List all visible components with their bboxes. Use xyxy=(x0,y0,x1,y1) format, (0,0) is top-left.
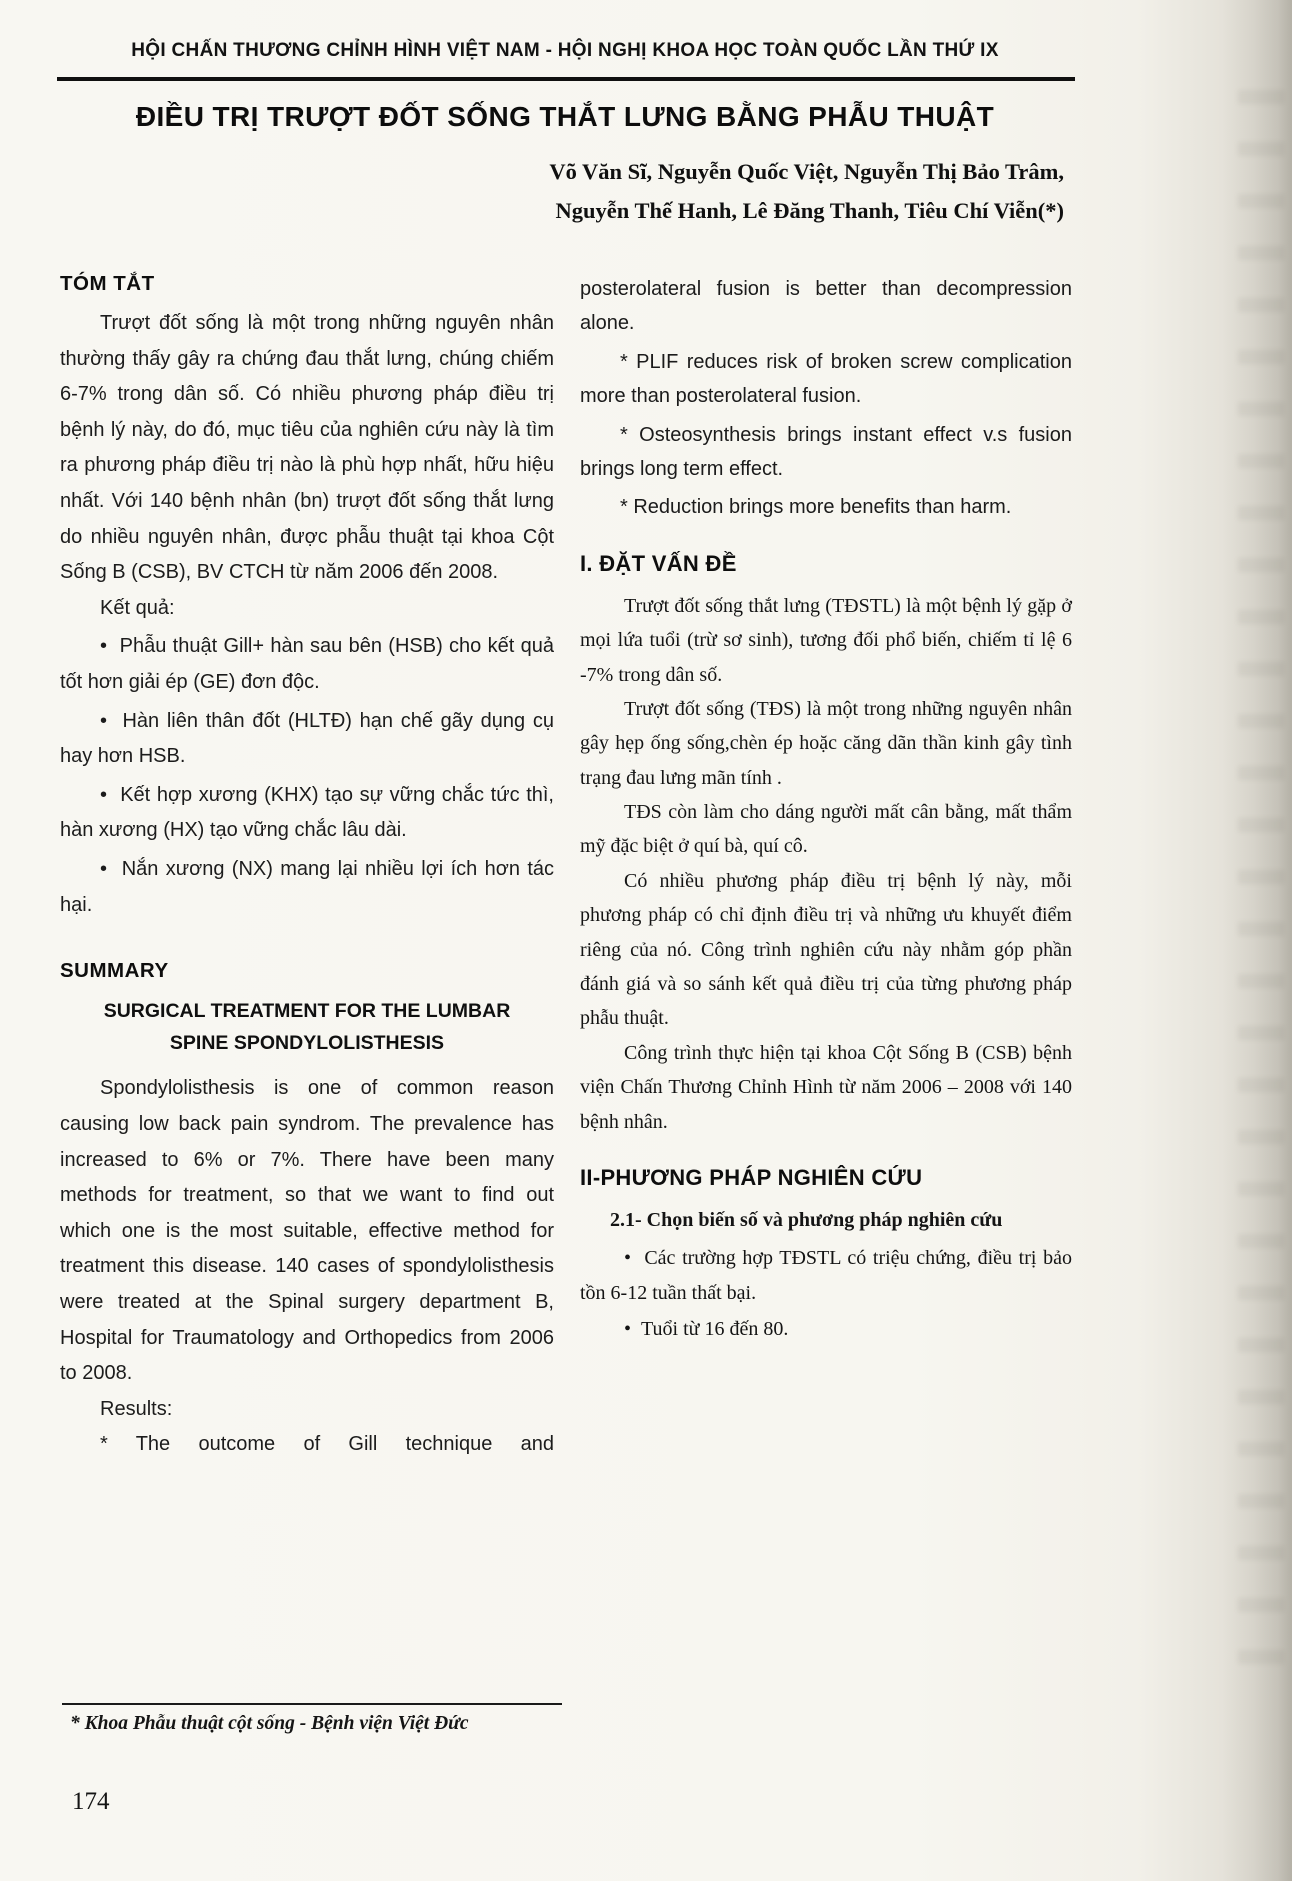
paper-title: ĐIỀU TRỊ TRƯỢT ĐỐT SỐNG THẮT LƯNG BẰNG PHẪU THUẬT xyxy=(135,101,995,132)
intro-paragraph: Trượt đốt sống (TĐS) là một trong những nguyên nhân gây hẹp ống sống,chèn ép hoặc căng dãn thần kinh gây tình trạng đau lưng mãn tính . xyxy=(580,697,1072,789)
abstract-heading: TÓM TẮT xyxy=(60,272,155,295)
right-column xyxy=(580,272,1072,1463)
left-column xyxy=(60,272,554,1463)
summary-subtitle xyxy=(60,995,554,1059)
authors-line-1: Võ Văn Sĩ, Nguyễn Quốc Việt, Nguyễn Thị Bảo Trâm, xyxy=(549,159,1064,184)
summary-heading: SUMMARY xyxy=(60,959,169,983)
abstract-bullet: • Kết hợp xương (KHX) tạo sự vững chắc tức thì, hàn xương (HX) tạo vững chắc lâu dài. xyxy=(60,778,554,849)
star-item: * PLIF reduces risk of broken screw complication more than posterolateral fusion. xyxy=(580,350,1072,408)
conference-header: HỘI CHẤN THƯƠNG CHỈNH HÌNH VIỆT NAM - HỘI NGHỊ KHOA HỌC TOÀN QUỐC LẦN THỨ IX xyxy=(131,40,999,61)
section-2-heading: II-PHƯƠNG PHÁP NGHIÊN CỨU xyxy=(580,1164,923,1190)
section-1-heading: I. ĐẶT VẤN ĐỀ xyxy=(580,550,737,576)
abstract-bullet: • Phẫu thuật Gill+ hàn sau bên (HSB) cho kết quả tốt hơn giải ép (GE) đơn độc. xyxy=(60,629,554,700)
summary-subtitle-line-2: SPINE SPONDYLOLISTHESIS xyxy=(169,1032,445,1055)
authors-line-2: Nguyễn Thế Hanh, Lê Đăng Thanh, Tiêu Chí Viễn(*) xyxy=(555,198,1064,224)
star-item: * Osteosynthesis brings instant effect v.s fusion brings long term effect. xyxy=(580,423,1072,480)
intro-paragraph: Có nhiều phương pháp điều trị bệnh lý này, mỗi phương pháp có chỉ định điều trị và những ưu khuyết điểm riêng của nó. Công trình nghiên cứu này nhằm góp phần đánh giá và so sánh kết quả điều trị của từng phương pháp phẫu thuật. xyxy=(580,869,1072,1030)
results-label-vn: Kết quả: xyxy=(100,596,175,619)
page-bleed-artifacts xyxy=(1238,90,1284,1690)
intro-paragraph: Trượt đốt sống thắt lưng (TĐSTL) là một bệnh lý gặp ở mọi lứa tuổi (trừ sơ sinh), tương đối phổ biến, chiếm tỉ lệ 6 -7% trong dân số. xyxy=(580,594,1072,686)
authors-block xyxy=(60,152,1070,231)
summary-subtitle-line-1: SURGICAL TREATMENT FOR THE LUMBAR xyxy=(103,1000,511,1023)
abstract-bullet: • Nắn xương (NX) mang lại nhiều lợi ích hơn tác hại. xyxy=(60,852,554,923)
scan-shadow xyxy=(1222,0,1292,1881)
intro-paragraph: Công trình thực hiện tại khoa Cột Sống B (CSB) bệnh viện Chấn Thương Chỉnh Hình từ năm 2006 – 2008 với 140 bệnh nhân. xyxy=(580,1041,1072,1133)
summary-paragraph: Spondylolisthesis is one of common reason causing low back pain syndrom. The prevalence has increased to 6% or 7%. There have been many methods for treatment, so that we want to find out which one is the most suitable, effective method for treatment this disease. 140 cases of spondylolisthesis were treated at the Spinal surgery department B, Hospital for Traumatology and Orthopedics from 2006 to 2008. xyxy=(60,1077,554,1385)
star-item: * Reduction brings more benefits than harm. xyxy=(620,496,1012,519)
footnote: * Khoa Phẫu thuật cột sống - Bệnh viện Việt Đức xyxy=(70,1713,469,1734)
abstract-bullet: • Hàn liên thân đốt (HLTĐ) hạn chế gãy dụng cụ hay hơn HSB. xyxy=(60,704,554,775)
footnote-rule xyxy=(62,1703,562,1705)
header-rule xyxy=(57,77,1075,81)
methods-bullet: • Các trường hợp TĐSTL có triệu chứng, điều trị bảo tồn 6-12 tuần thất bại. xyxy=(580,1241,1072,1310)
intro-paragraph: TĐS còn làm cho dáng người mất cân bằng, mất thẩm mỹ đặc biệt ở quí bà, quí cô. xyxy=(580,801,1072,858)
methods-bullet: • Tuổi từ 16 đến 80. xyxy=(580,1312,1072,1346)
content-columns xyxy=(60,272,1072,1463)
results-label-en: Results: xyxy=(100,1397,173,1420)
methods-subheading: 2.1- Chọn biến số và phương pháp nghiên cứu xyxy=(610,1208,1003,1231)
results-item: * The outcome of Gill technique and xyxy=(100,1433,554,1456)
abstract-paragraph: Trượt đốt sống là một trong những nguyên nhân thường thấy gây ra chứng đau thắt lưng, chúng chiếm 6-7% trong dân số. Có nhiều phương pháp điều trị bệnh lý này, do đó, mục tiêu của nghiên cứu này là tìm ra phương pháp điều trị nào là phù hợp nhất, hữu hiệu nhất. Với 140 bệnh nhân (bn) trượt đốt sống thắt lưng do nhiều nguyên nhân, được phẫu thuật tại khoa Cột Sống B (CSB), BV CTCH từ năm 2006 đến 2008. xyxy=(60,312,554,584)
page-number: 174 xyxy=(72,1788,110,1815)
continuation-paragraph: posterolateral fusion is better than decompression alone. xyxy=(580,278,1072,335)
